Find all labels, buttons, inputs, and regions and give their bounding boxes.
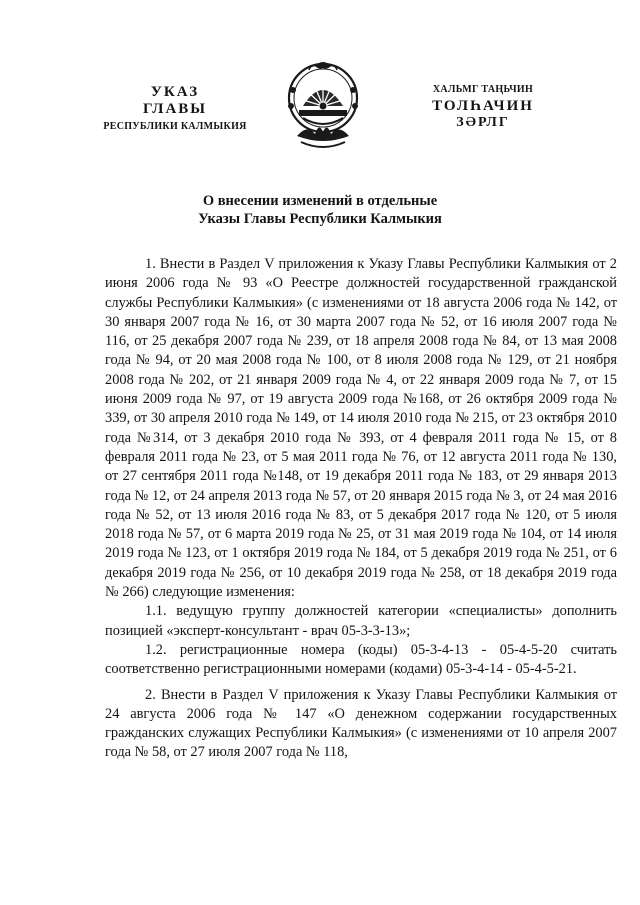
header-right-block: [408, 84, 558, 132]
paragraph-1-2: 1.2. регистрационные номера (коды) 05-3-4-13 - 05-4-5-20 считать соответственно регистрационными номерами (кодами) 05-3-4-14 - 05-4-5-21.: [105, 641, 617, 678]
header-left-line2: ГЛАВЫ: [142, 101, 208, 118]
decree-title-line1: О внесении изменений в отдельные: [202, 193, 438, 209]
decree-body: [105, 255, 617, 763]
header-right-line2: ТОЛҺАЧИН: [432, 98, 534, 114]
decree-title-line2: Указы Главы Республики Калмыкия: [198, 211, 442, 228]
header-right-line1: ХАЛЬМГ ТАҢЬЧИН: [432, 84, 534, 95]
kalmykia-coat-of-arms-icon: [283, 60, 363, 152]
decree-title: [140, 192, 500, 228]
header-left-line1: УКАЗ: [150, 84, 200, 100]
paragraph-1: 1. Внести в Раздел V приложения к Указу Главы Республики Калмыкия от 2 июня 2006 года № 93 «О Реестре должностей государственной гражданской службы Республики Калмыкия» (с изменениями от 18 августа 2006 года № 142, от 30 января 2007 года № 16, от 30 марта 2007 года № 52, от 16 июля 2007 года № 116, от 25 декабря 2007 года № 239, от 18 апреля 2008 года № 84, от 13 мая 2008 года № 94, от 20 мая 2008 года № 100, от 8 июля 2008 года № 129, от 21 ноября 2008 года № 202, от 21 января 2009 года № 4, от 22 января 2009 года № 7, от 15 июня 2009 года № 97, от 19 августа 2009 года №168, от 26 октября 2009 года № 339, от 30 апреля 2010 года № 149, от 14 июля 2010 года № 215, от 23 октября 2010 года №314, от 3 декабря 2010 года № 393, от 4 февраля 2011 года № 15, от 8 февраля 2011 года № 23, от 5 мая 2011 года № 76, от 12 августа 2011 года № 130, от 27 сентября 2011 года №148, от 19 декабря 2011 года № 183, от 29 января 2013 года № 12, от 24 апреля 2013 года № 57, от 20 января 2015 года № 3, от 24 мая 2016 года № 52, от 13 июля 2016 года № 83, от 5 декабря 2017 года № 120, от 5 июля 2018 года № 57, от 6 марта 2019 года № 25, от 31 мая 2019 года № 104, от 14 июля 2019 года № 123, от 1 октября 2019 года № 184, от 5 декабря 2019 года № 251, от 6 декабря 2019 года № 256, от 10 декабря 2019 года № 258, от 18 декабря 2019 года № 266) следующие изменения:: [105, 256, 617, 601]
header-right-line3: ЗӘРЛГ: [456, 115, 510, 130]
paragraph-2: 2. Внести в Раздел V приложения к Указу Главы Республики Калмыкия от 24 августа 2006 года № 147 «О денежном содержании государственных гражданских служащих Республики Калмыкия» (с изменениями от 10 апреля 2007 года № 58, от 27 июля 2007 года № 118,: [105, 686, 617, 761]
header-left-line3: РЕСПУБЛИКИ КАЛМЫКИЯ: [103, 120, 247, 132]
header-left-block: [100, 84, 250, 132]
paragraph-1-1: 1.1. ведущую группу должностей категории «специалисты» дополнить позицией «эксперт-консультант - врач 05-3-3-13»;: [105, 603, 617, 639]
